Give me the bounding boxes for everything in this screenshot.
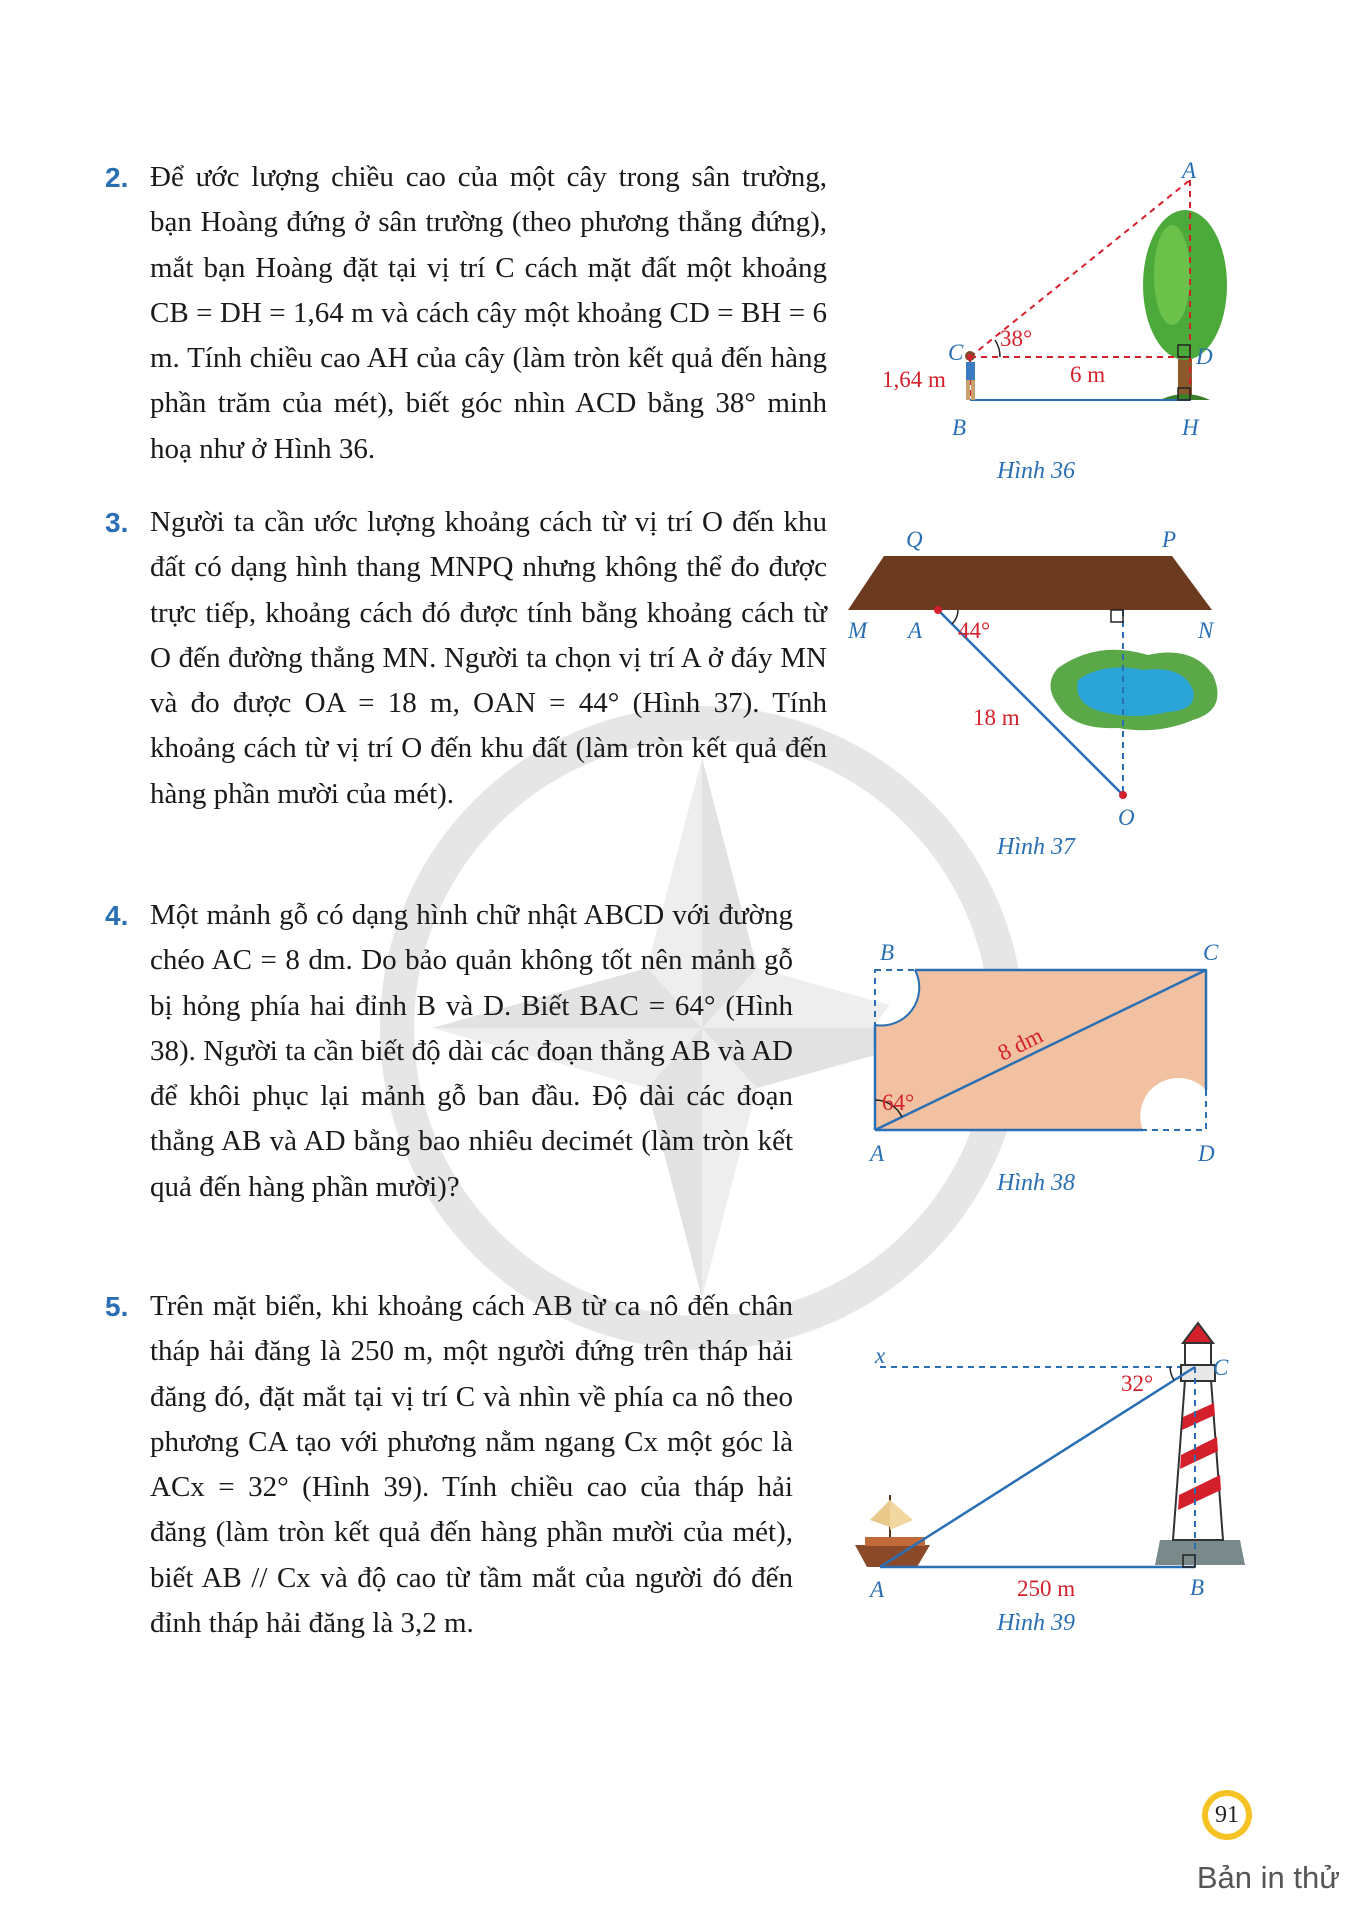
label-Q: Q [906,527,923,552]
caption-hinh-38: Hình 38 [997,1170,1075,1196]
height-label: 1,64 m [882,367,946,392]
pond-icon [1051,650,1218,730]
problem-5 [105,1284,793,1646]
label-D: D [1196,344,1213,369]
caption-hinh-39: Hình 39 [997,1610,1075,1636]
caption-hinh-37: Hình 37 [997,834,1075,860]
label-B: B [880,940,895,965]
label-x: x [875,1343,886,1368]
label-N: N [1198,618,1214,643]
label-A: A [870,1577,885,1602]
angle-44: 44° [958,618,991,643]
problem-number: 3. [105,507,129,538]
distance-label: 250 m [1017,1576,1076,1601]
angle-38: 38° [1000,326,1033,351]
label-A: A [1182,158,1197,183]
label-D: D [1198,1141,1215,1166]
lighthouse-icon [1155,1323,1245,1565]
label-H: H [1182,415,1199,440]
label-C: C [948,340,964,365]
label-C: C [1213,1355,1229,1380]
distance-label: 6 m [1070,362,1106,387]
label-M: M [848,618,868,643]
angle-64: 64° [882,1090,915,1115]
trapezoid-land [848,556,1212,610]
label-A: A [870,1141,885,1166]
problem-number: 4. [105,900,129,931]
label-O: O [1118,805,1135,830]
problem-number: 2. [105,162,129,193]
figure-39 [845,1305,1265,1605]
draft-label: Bản in thử [1196,1860,1340,1895]
figure-37 [848,520,1248,840]
figure-38 [858,935,1258,1175]
problem-text: Một mảnh gỗ có dạng hình chữ nhật ABCD với đường chéo AC = 8 dm. Do bảo quản không tốt nên mảnh gỗ bị hỏng phía hai đỉnh B và D. Biết BAC = 64° (Hình 38). Người ta cần biết độ dài các đoạn thẳng AB và AD để khôi phục lại mảnh gỗ ban đầu. Độ dài các đoạn thẳng AB và AD bằng bao nhiêu decimét (làm tròn kết quả đến hàng phần mười)? [150,899,793,1203]
problem-text: Để ước lượng chiều cao của một cây trong sân trường, bạn Hoàng đứng ở sân trường (theo phương thẳng đứng), mắt bạn Hoàng đặt tại vị trí C cách mặt đất một khoảng CB = DH = 1,64 m và cách cây một khoảng CD = BH = 6 m. Tính chiều cao AH của cây (làm tròn kết quả đến hàng phần trăm của mét), biết góc nhìn ACD bằng 38° minh hoạ như ở Hình 36. [150,161,827,465]
problem-text: Người ta cần ước lượng khoảng cách từ vị trí O đến khu đất có dạng hình thang MNPQ nhưng không thể đo được trực tiếp, khoảng cách đó được tính bằng khoảng cách từ O đến đường thẳng MN. Người ta chọn vị trí A ở đáy MN và đo được OA = 18 m, OAN = 44° (Hình 37). Tính khoảng cách từ vị trí O đến khu đất (làm tròn kết quả đến hàng phần mười của mét). [150,506,827,810]
problem-number: 5. [105,1291,129,1322]
page-number: 91 [1215,1802,1239,1828]
angle-32: 32° [1121,1371,1154,1396]
page-number-badge [1200,1788,1254,1842]
diagonal-label: 8 dm [993,1022,1047,1066]
label-C: C [1203,940,1219,965]
length-label: 18 m [973,705,1020,730]
problem-2 [105,155,827,472]
problem-text: Trên mặt biển, khi khoảng cách AB từ ca nô đến chân tháp hải đăng là 250 m, một người đứng trên tháp hải đăng đó, đặt mắt tại vị trí C và nhìn về phía ca nô theo phương CA tạo với phương nằm ngang Cx một góc là ACx = 32° (Hình 39). Tính chiều cao của tháp hải đăng (làm tròn kết quả đến hàng phần mười của mét), biết AB // Cx và độ cao từ tầm mắt của người đó đến đỉnh tháp hải đăng là 3,2 m. [150,1290,793,1640]
label-B: B [1190,1575,1205,1600]
boat-icon [855,1495,930,1567]
problem-4 [105,893,793,1210]
problem-3 [105,500,827,817]
figure-36 [860,150,1260,440]
label-A: A [908,618,923,643]
caption-hinh-36: Hình 36 [997,458,1075,484]
label-B: B [952,415,967,440]
label-P: P [1162,527,1177,552]
